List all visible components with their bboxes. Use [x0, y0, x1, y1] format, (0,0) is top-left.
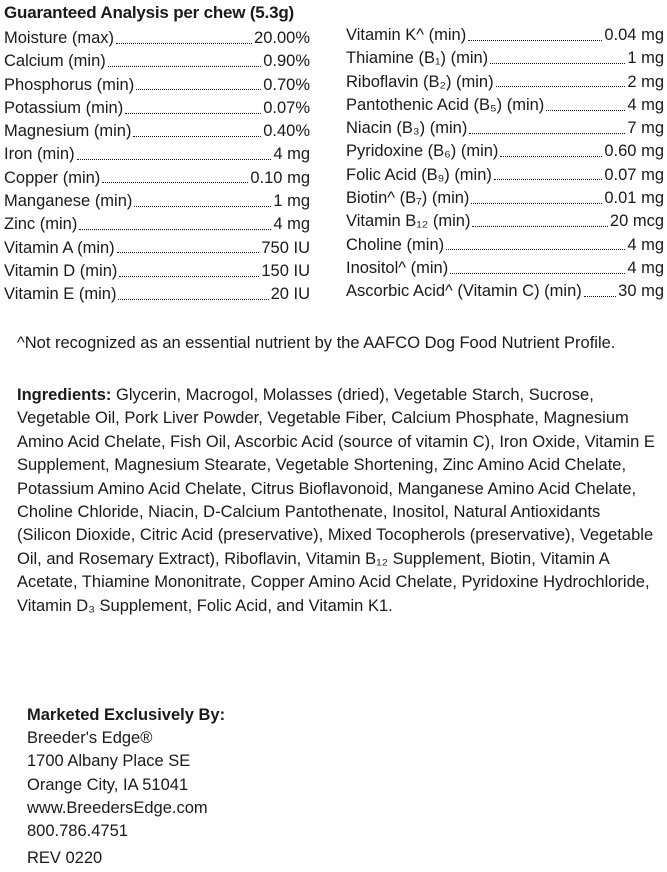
nutrient-label: Moisture (max) [4, 29, 115, 47]
city-state-zip: Orange City, IA 51041 [27, 775, 189, 794]
nutrient-label: Inositol^ (min) [346, 258, 449, 277]
nutrient-value: 7 mg [627, 119, 664, 138]
analysis-row [4, 27, 310, 50]
analysis-row [346, 71, 664, 94]
nutrient-label: Riboflavin (B₂) (min) [346, 72, 494, 91]
dot-leader [490, 62, 625, 64]
nutrient-label: Phosphorus (min) [4, 75, 135, 94]
analysis-row [4, 97, 310, 120]
website-link[interactable]: www.BreedersEdge.com [27, 798, 208, 817]
analysis-row [346, 117, 664, 140]
analysis-row [4, 213, 310, 236]
ingredients-block [17, 384, 657, 618]
nutrient-value: 0.07 mg [604, 165, 664, 184]
nutrient-value: 0.01 mg [604, 189, 664, 208]
nutrient-label: Potassium (min) [4, 98, 124, 117]
dot-leader [134, 205, 271, 207]
nutrient-value: 4 mg [273, 145, 310, 164]
dot-leader [77, 158, 272, 160]
dot-leader [136, 88, 261, 90]
nutrient-value: 2 mg [627, 72, 664, 91]
dot-leader [494, 178, 602, 180]
analysis-row [4, 74, 310, 97]
ingredients-heading: Ingredients: [17, 386, 112, 404]
dot-leader [469, 132, 625, 134]
analysis-row [4, 190, 310, 213]
nutrient-value: 750 IU [261, 238, 310, 257]
dot-leader [116, 42, 252, 44]
dot-leader [79, 228, 271, 230]
dot-leader [450, 272, 625, 274]
nutrient-label: Iron (min) [4, 145, 75, 164]
analysis-row [346, 47, 664, 70]
dot-leader [108, 65, 261, 67]
nutrient-value: 150 IU [261, 261, 310, 280]
aafco-footnote: ^Not recognized as an essential nutrient by the AAFCO Dog Food Nutrient Profile. [17, 334, 616, 352]
nutrient-value: 4 mg [273, 215, 310, 234]
nutrient-value: 0.90% [263, 52, 310, 71]
nutrient-label: Pantothenic Acid (B₅) (min) [346, 95, 545, 114]
analysis-row [346, 187, 664, 210]
marketed-heading: Marketed Exclusively By: [27, 706, 226, 724]
analysis-row [346, 94, 664, 117]
nutrient-label: Choline (min) [346, 235, 445, 254]
dot-leader [496, 85, 626, 87]
nutrient-label: Copper (min) [4, 168, 101, 187]
nutrient-label: Vitamin E (min) [4, 285, 117, 304]
analysis-left-column [4, 27, 310, 307]
company-name: Breeder's Edge® [27, 729, 153, 748]
dot-leader [119, 275, 259, 277]
analysis-row [346, 164, 664, 187]
nutrient-label: Magnesium (min) [4, 122, 132, 141]
dot-leader [125, 112, 261, 114]
dot-leader [446, 248, 625, 250]
nutrient-value: 0.70% [263, 75, 310, 94]
dot-leader [133, 135, 261, 137]
analysis-title: Guaranteed Analysis per chew (5.3g) [4, 3, 294, 22]
nutrient-label: Calcium (min) [4, 52, 106, 71]
nutrient-label: Niacin (B₃) (min) [346, 119, 468, 138]
nutrient-value: 1 mg [273, 192, 310, 211]
marketed-by-block [27, 704, 427, 870]
nutrient-label: Zinc (min) [4, 215, 78, 234]
dot-leader [471, 202, 602, 204]
analysis-row [346, 140, 664, 163]
nutrient-label: Vitamin B₁₂ (min) [346, 212, 471, 231]
nutrient-value: 4 mg [627, 95, 664, 114]
dot-leader [500, 155, 602, 157]
analysis-row [346, 24, 664, 47]
nutrient-label: Folic Acid (B₉) (min) [346, 165, 492, 184]
nutrient-value: 0.07% [263, 98, 310, 117]
street-address: 1700 Albany Place SE [27, 752, 191, 771]
analysis-row [4, 260, 310, 283]
nutrient-value: 1 mg [627, 49, 664, 68]
revision-code: REV 0220 [27, 849, 103, 868]
analysis-row [4, 237, 310, 260]
dot-leader [102, 181, 248, 183]
nutrient-label: Vitamin K^ (min) [346, 26, 467, 44]
dot-leader [472, 225, 607, 227]
nutrient-label: Ascorbic Acid^ (Vitamin C) (min) [346, 282, 582, 301]
nutrient-value: 4 mg [627, 235, 664, 254]
nutrient-value: 0.40% [263, 122, 310, 141]
nutrient-value: 20.00% [254, 29, 310, 47]
analysis-right-column [346, 24, 664, 304]
nutrient-label: Vitamin D (min) [4, 261, 118, 280]
nutrient-label: Vitamin A (min) [4, 238, 115, 257]
nutrient-value: 20 mcg [609, 212, 664, 231]
analysis-row [4, 120, 310, 143]
nutrient-label: Pyridoxine (B₆) (min) [346, 142, 499, 161]
analysis-row [346, 280, 664, 303]
dot-leader [117, 251, 260, 253]
analysis-row [4, 283, 310, 306]
nutrient-value: 30 mg [618, 282, 664, 301]
analysis-row [4, 167, 310, 190]
phone-number: 800.786.4751 [27, 822, 128, 841]
nutrient-value: 4 mg [627, 258, 664, 277]
nutrient-label: Manganese (min) [4, 192, 133, 211]
dot-leader [118, 298, 268, 300]
ingredients-text: Glycerin, Macrogol, Molasses (dried), Vegetable Starch, Sucrose, Vegetable Oil, Pork Liver Powder, Vegetable Fiber, Calcium Phosphate, Magnesium Amino Acid Chelate, Fish Oil, Ascorbic Acid (source of vitamin C), Iron Oxide, Vitamin E Supplement, Magnesium Stearate, Vegetable Shortening, Zinc Amino Acid Chelate, Potassium Amino Acid Chelate, Citrus Bioflavonoid, Manganese Amino Acid Chelate, Choline Chloride, Niacin, D-Calcium Pantothenate, Inositol, Natural Antioxidants (Silicon Dioxide, Citric Acid (preservative), Mixed Tocopherols (preservative), Vegetable Oil, and Rosemary Extract), Riboflavin, Vitamin B₁₂ Supplement, Biotin, Vitamin A Acetate, Thiamine Mononitrate, Copper Amino Acid Chelate, Pyridoxine Hydrochloride, Vitamin D₃ Supplement, Folic Acid, and Vitamin K1. [17, 386, 655, 615]
dot-leader [468, 39, 602, 41]
nutrient-label: Thiamine (B₁) (min) [346, 49, 489, 68]
nutrient-value: 0.60 mg [604, 142, 664, 161]
analysis-row [4, 143, 310, 166]
nutrient-label: Biotin^ (B₇) (min) [346, 189, 470, 208]
analysis-row [4, 50, 310, 73]
analysis-row [346, 257, 664, 280]
analysis-row [346, 210, 664, 233]
analysis-row [346, 234, 664, 257]
dot-leader [546, 109, 625, 111]
dot-leader [584, 295, 616, 297]
nutrient-value: 20 IU [270, 285, 310, 304]
nutrient-value: 0.04 mg [604, 26, 664, 44]
nutrient-value: 0.10 mg [250, 168, 310, 187]
